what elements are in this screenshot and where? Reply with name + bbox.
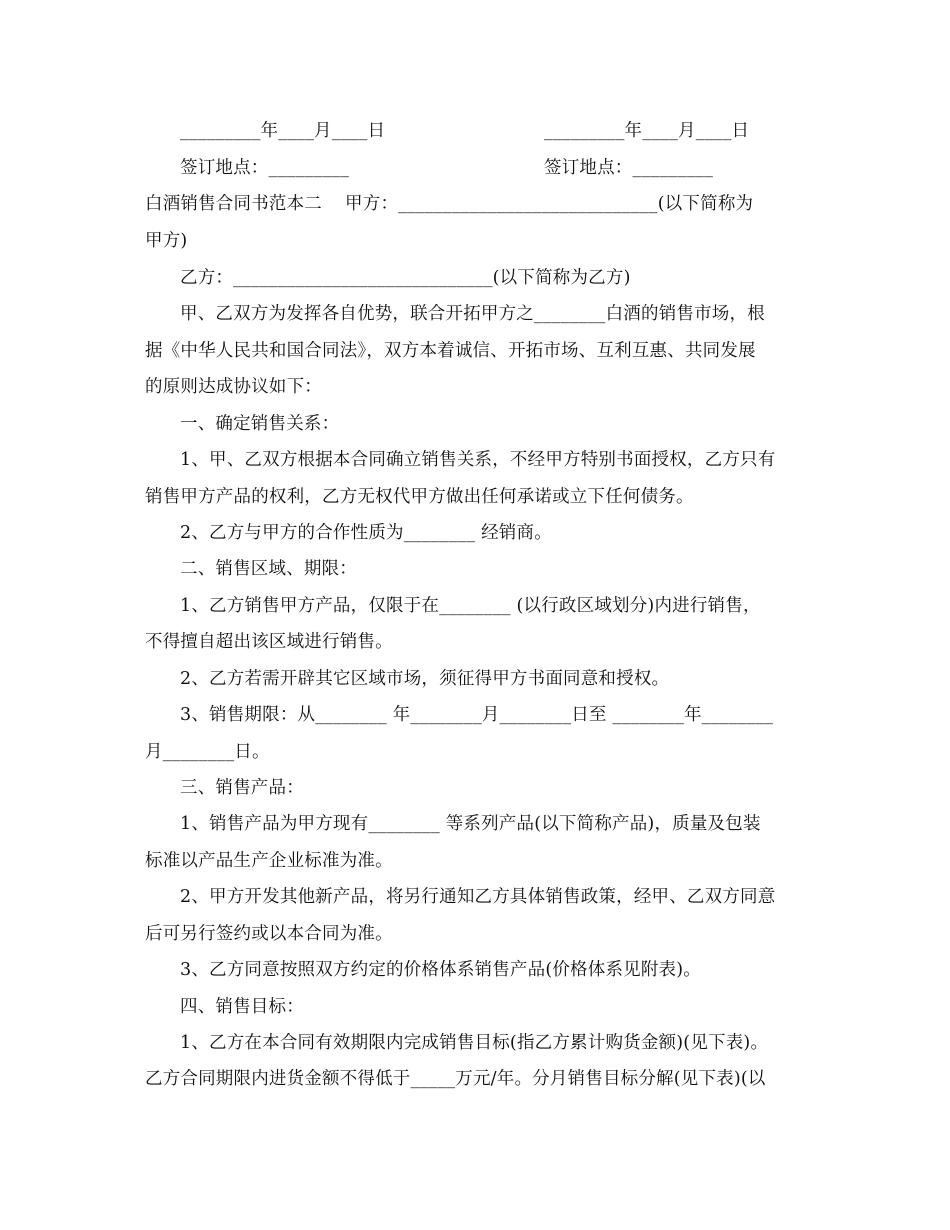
party-b-line: 乙方：_____________________________(以下简称为乙方): [180, 268, 631, 288]
text-line: 后可另行签约或以本合同为准。: [145, 924, 393, 944]
text-line: 2、甲方开发其他新产品，将另行通知乙方具体销售政策，经甲、乙双方同意: [180, 887, 776, 907]
text-line: 甲方): [145, 231, 188, 251]
text-line: 1、乙方在本合同有效期限内完成销售目标(指乙方累计购货金额)(见下表)。: [180, 1033, 769, 1053]
section-heading: 一、确定销售关系：: [180, 414, 340, 434]
text-line: 据《中华人民共和国合同法》，双方本着诚信、开拓市场、互利互惠、共同发展: [145, 341, 756, 361]
text-line: 3、乙方同意按照双方约定的价格体系销售产品(价格体系见附表)。: [180, 960, 701, 980]
text-line: 甲、乙双方为发挥各自优势，联合开拓甲方之________白酒的销售市场，根: [180, 304, 765, 324]
text-line: 标准以产品生产企业标准为准。: [145, 851, 393, 871]
place-right: 签订地点：_________: [544, 158, 714, 178]
text-line: 乙方合同期限内进货金额不得低于_____万元/年。分月销售目标分解(见下表)(以: [145, 1069, 766, 1089]
section-heading: 二、销售区域、期限：: [180, 559, 357, 579]
text-line: 3、销售期限：从________ 年________月________日至 ________年________: [180, 705, 774, 725]
place-left: 签订地点：_________: [180, 158, 350, 178]
date-left: _________年____月____日: [180, 121, 386, 141]
text-line: 不得擅自超出该区域进行销售。: [145, 632, 393, 652]
text-line: 2、乙方与甲方的合作性质为________ 经销商。: [180, 523, 552, 543]
text-line: 1、甲、乙双方根据本合同确立销售关系，不经甲方特别书面授权，乙方只有: [180, 450, 776, 470]
text-line: 1、销售产品为甲方现有________ 等系列产品(以下简称产品)，质量及包装: [180, 814, 761, 834]
text-line: 月________日。: [145, 742, 270, 762]
text-line: 2、乙方若需开辟其它区域市场，须征得甲方书面同意和授权。: [180, 669, 670, 689]
section-heading: 四、销售目标：: [180, 997, 304, 1017]
text-line: 的原则达成协议如下：: [145, 377, 322, 397]
date-right: _________年____月____日: [544, 121, 750, 141]
title-party-a-line: 白酒销售合同书范本二 甲方：_____________________________(以下简称为: [145, 194, 754, 214]
text-line: 1、乙方销售甲方产品，仅限于在________ (以行政区域划分)内进行销售，: [180, 596, 761, 616]
text-line: 销售甲方产品的权利，乙方无权代甲方做出任何承诺或立下任何债务。: [145, 487, 694, 507]
section-heading: 三、销售产品：: [180, 778, 304, 798]
